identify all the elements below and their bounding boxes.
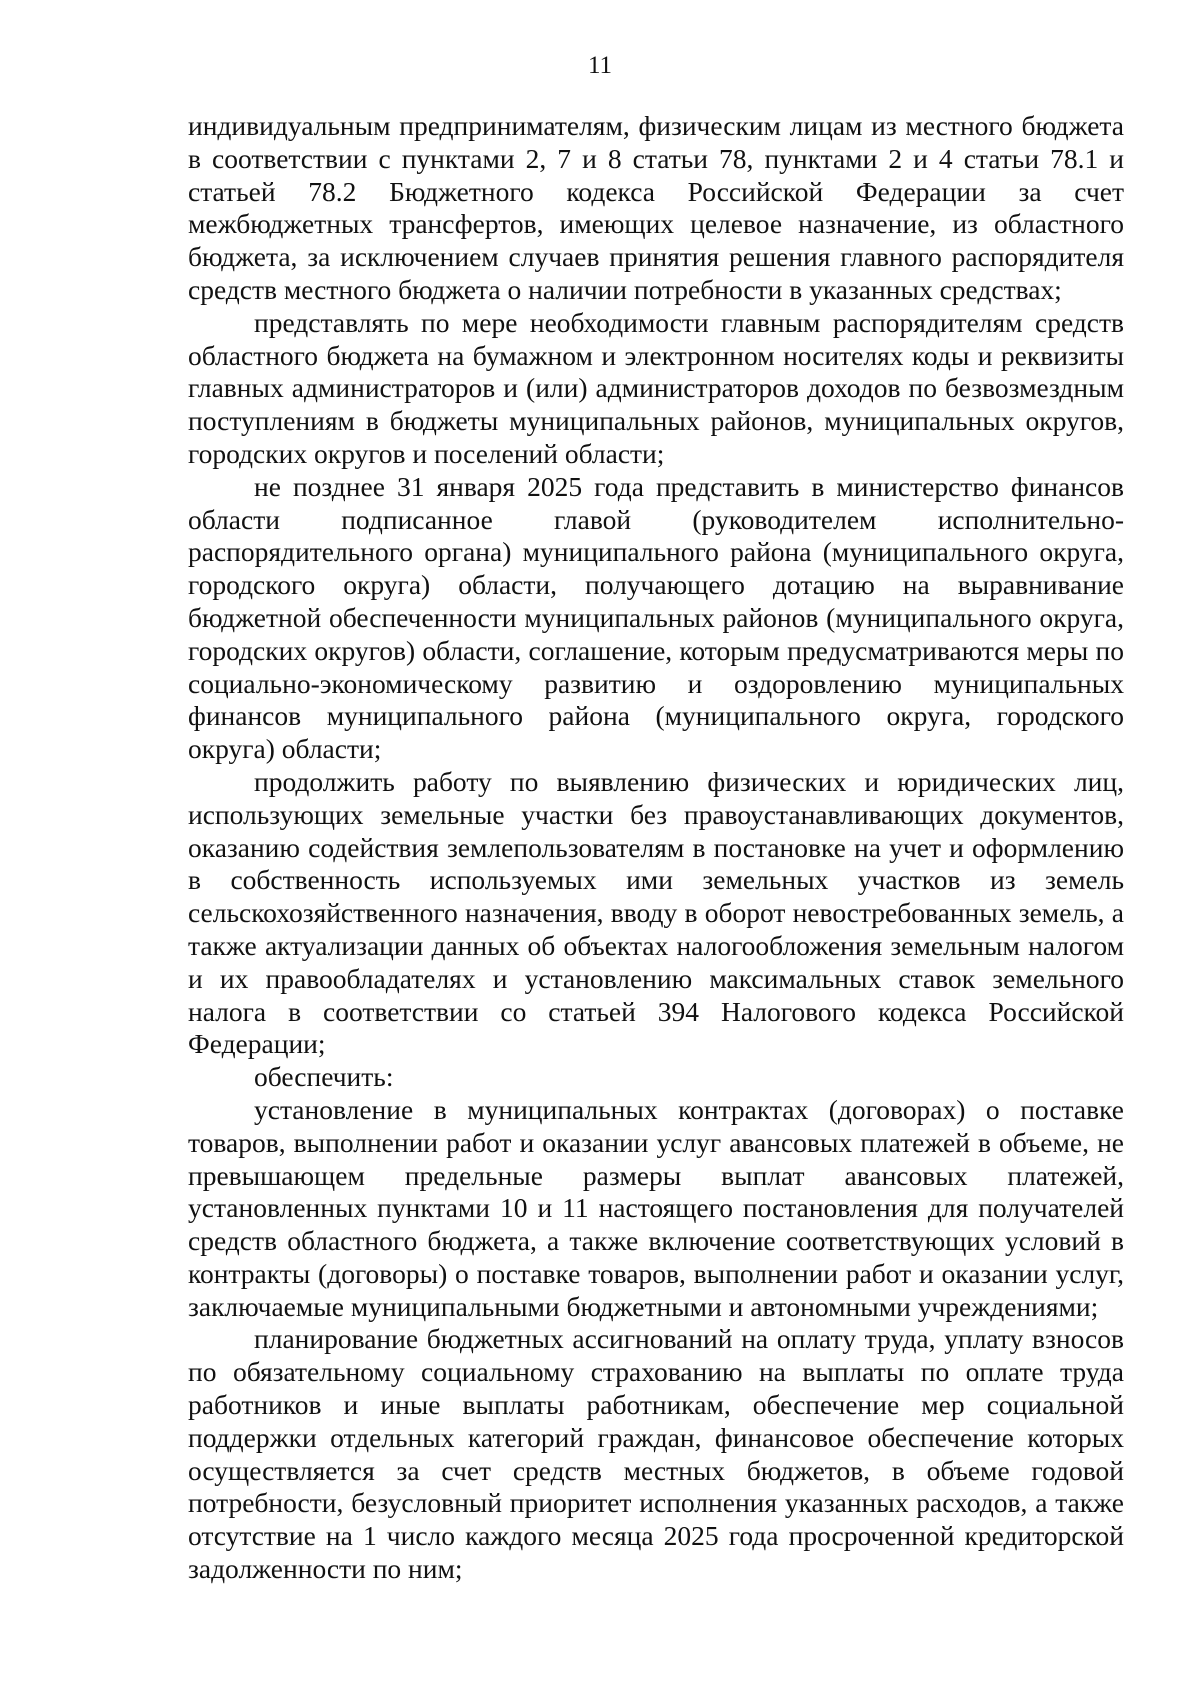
document-body (188, 110, 1124, 1586)
page-number: 11 (587, 52, 613, 79)
paragraph: представлять по мере необходимости главным распорядителям средств областного бюджета на бумажном и электронном носителях коды и реквизиты главных администраторов и (или) администраторов доходов по безвозмездным поступлениям в бюджеты муниципальных районов, муниципальных округов, городских округов и поселений области; (188, 306, 1124, 469)
paragraph: обеспечить: (254, 1061, 394, 1093)
paragraph: планирование бюджетных ассигнований на оплату труда, уплату взносов по обязательному социальному страхованию на выплаты по оплате труда работников и иные выплаты работникам, обеспечение мер социальной поддержки отдельных категорий граждан, финансовое обеспечение которых осуществляется за счет средств местных бюджетов, в объеме годовой потребности, безусловный приоритет исполнения указанных расходов, а также отсутствие на 1 число каждого месяца 2025 года просроченной кредиторской задолженности по ним; (188, 1323, 1124, 1585)
paragraph: индивидуальным предпринимателям, физическим лицам из местного бюджета в соответствии с пунктами 2, 7 и 8 статьи 78, пунктами 2 и 4 статьи 78.1 и статьей 78.2 Бюджетного кодекса Российской Федерации за счет межбюджетных трансфертов, имеющих целевое назначение, из областного бюджета, за исключением случаев принятия решения главного распорядителя средств местного бюджета о наличии потребности в указанных средствах; (188, 110, 1124, 305)
paragraph: установление в муниципальных контрактах (договорах) о поставке товаров, выполнении работ и оказании услуг авансовых платежей в объеме, не превышающем предельные размеры выплат авансовых платежей, установленных пунктами 10 и 11 настоящего постановления для получателей средств областного бюджета, а также включение соответствующих условий в контракты (договоры) о поставке товаров, выполнении работ и оказании услуг, заключаемые муниципальными бюджетными и автономными учреждениями; (188, 1093, 1124, 1322)
paragraph: продолжить работу по выявлению физических и юридических лиц, использующих земельные участки без правоустанавливающих документов, оказанию содействия землепользователям в постановке на учет и оформлению в собственность используемых ими земельных участков из земель сельскохозяйственного назначения, вводу в оборот невостребованных земель, а также актуализации данных об объектах налогообложения земельным налогом и их правообладателях и установлению максимальных ставок земельного налога в соответствии со статьей 394 Налогового кодекса Российской Федерации; (188, 765, 1124, 1060)
paragraph: не позднее 31 января 2025 года представить в министерство финансов области подписанное главой (руководителем исполнительно-распорядительного органа) муниципального района (муниципального округа, городского округа) области, получающего дотацию на выравнивание бюджетной обеспеченности муниципальных районов (муниципального округа, городских округов) области, соглашение, которым предусматриваются меры по социально-экономическому развитию и оздоровлению муниципальных финансов муниципального района (муниципального округа, городского округа) области; (188, 470, 1124, 765)
